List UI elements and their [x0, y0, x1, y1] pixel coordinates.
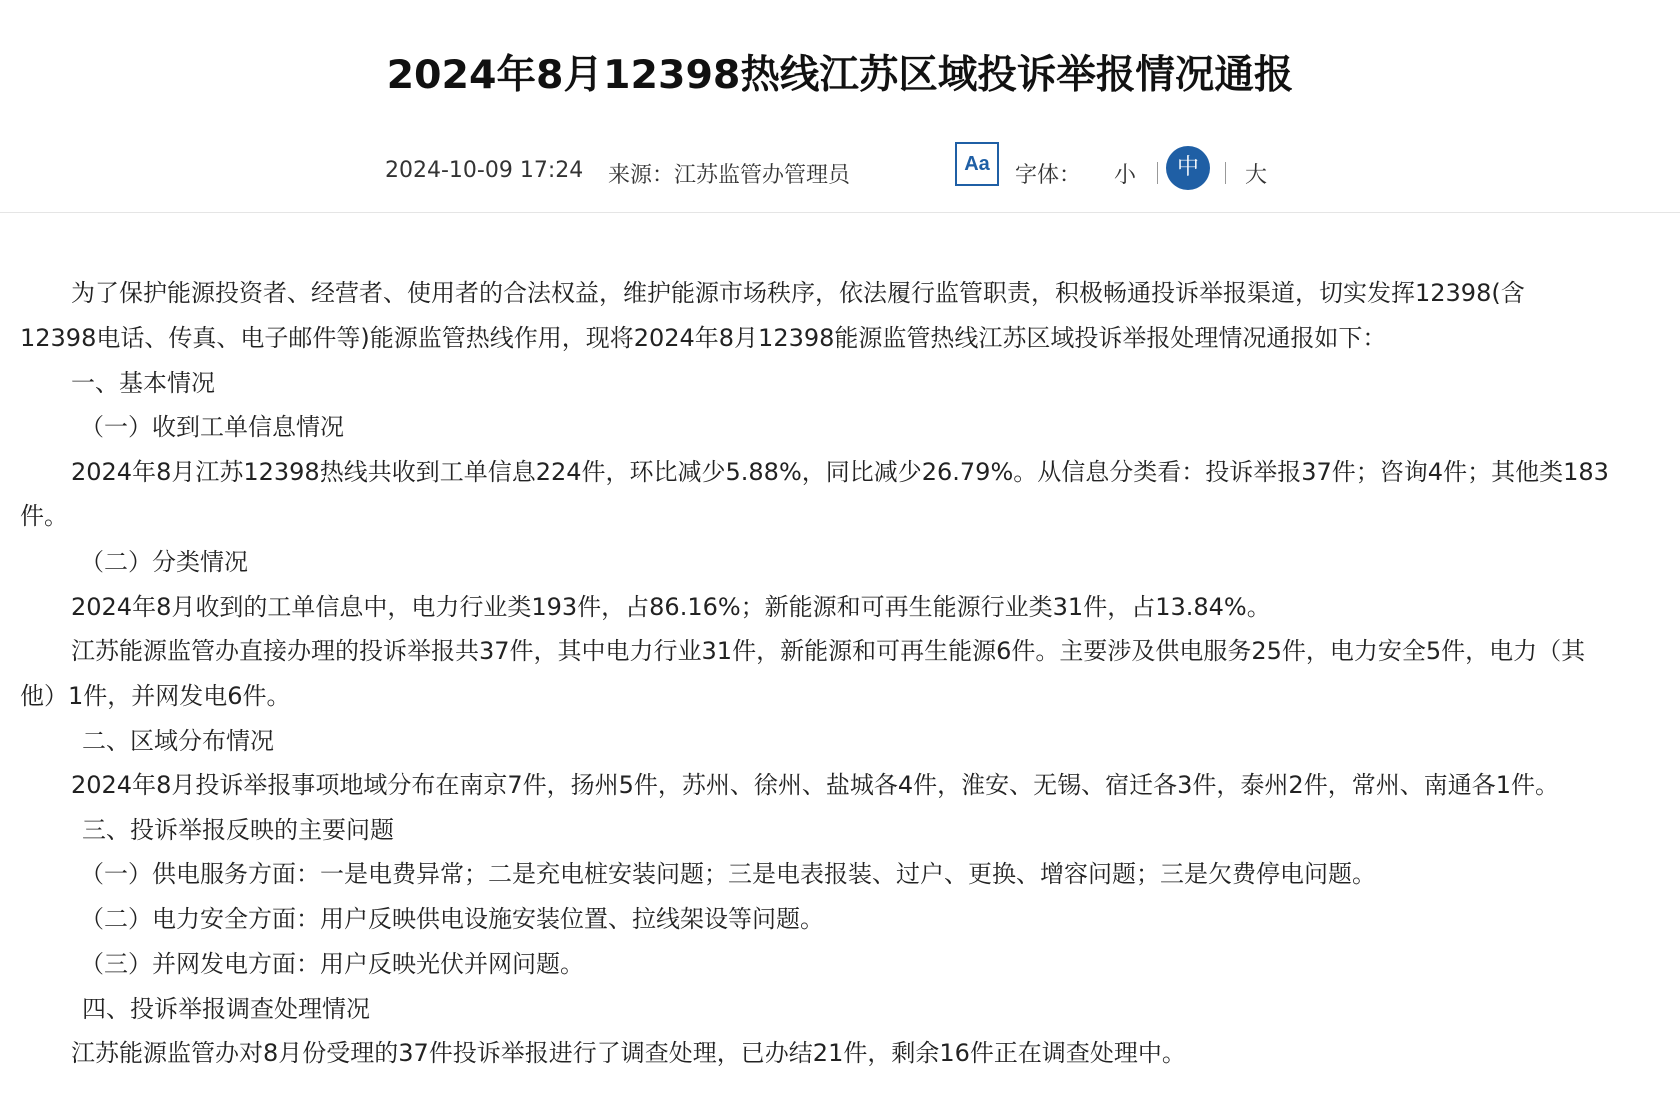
font-size-medium-button[interactable]: 中: [1166, 146, 1210, 190]
subsection-heading: （二）分类情况: [80, 548, 248, 576]
paragraph-line: 2024年8月投诉举报事项地域分布在南京7件，扬州5件，苏州、徐州、盐城各4件，淮安、无锡、宿迁各3件，泰州2件，常州、南通各1件。: [71, 771, 1559, 799]
divider: [1157, 162, 1158, 184]
paragraph-line: （一）供电服务方面：一是电费异常；二是充电桩安装问题；三是电表报装、过户、更换、增容问题；三是欠费停电问题。: [80, 860, 1376, 888]
paragraph-line: 件。: [20, 502, 68, 530]
paragraph-line: （二）电力安全方面：用户反映供电设施安装位置、拉线架设等问题。: [80, 905, 824, 933]
subsection-heading: （一）收到工单信息情况: [80, 413, 344, 441]
font-size-icon: Aa: [955, 142, 999, 186]
font-size-large-button[interactable]: 大: [1245, 163, 1268, 188]
section-heading: 四、投诉举报调查处理情况: [82, 995, 370, 1023]
section-heading: 三、投诉举报反映的主要问题: [82, 816, 394, 844]
article-source: 来源：江苏监管办管理员: [608, 163, 851, 188]
article-header: [0, 0, 1680, 213]
article-meta: [0, 152, 1680, 200]
paragraph-line: 为了保护能源投资者、经营者、使用者的合法权益，维护能源市场秩序，依法履行监管职责，积极畅通投诉举报渠道，切实发挥12398(含: [71, 279, 1525, 307]
font-size-small-button[interactable]: 小: [1114, 163, 1137, 188]
section-heading: 二、区域分布情况: [82, 727, 274, 755]
paragraph-line: 江苏能源监管办对8月份受理的37件投诉举报进行了调查处理，已办结21件，剩余16件正在调查处理中。: [71, 1039, 1186, 1067]
paragraph-line: 2024年8月江苏12398热线共收到工单信息224件，环比减少5.88%，同比减少26.79%。从信息分类看：投诉举报37件；咨询4件；其他类183: [71, 458, 1609, 486]
paragraph-line: 他）1件，并网发电6件。: [20, 682, 291, 710]
paragraph-line: （三）并网发电方面：用户反映光伏并网问题。: [80, 950, 584, 978]
section-heading: 一、基本情况: [71, 369, 215, 397]
font-size-label: 字体：: [1015, 163, 1082, 188]
paragraph-line: 江苏能源监管办直接办理的投诉举报共37件，其中电力行业31件，新能源和可再生能源6件。主要涉及供电服务25件，电力安全5件，电力（其: [71, 637, 1586, 665]
article-body: [0, 212, 1680, 1102]
page-title: 2024年8月12398热线江苏区域投诉举报情况通报: [386, 52, 1294, 98]
publish-date: 2024-10-09 17:24: [385, 158, 584, 183]
divider: [1225, 162, 1226, 184]
paragraph-line: 2024年8月收到的工单信息中，电力行业类193件，占86.16%；新能源和可再生能源行业类31件，占13.84%。: [71, 593, 1271, 621]
paragraph-line: 12398电话、传真、电子邮件等)能源监管热线作用，现将2024年8月12398能源监管热线江苏区域投诉举报处理情况通报如下：: [20, 324, 1387, 352]
